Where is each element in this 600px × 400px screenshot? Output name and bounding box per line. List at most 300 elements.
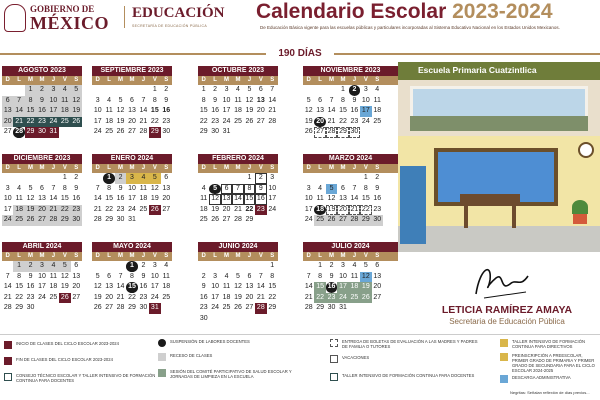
- day-cell: 1: [318, 262, 323, 269]
- day-cell: 12: [327, 195, 336, 203]
- day-cell: 24: [337, 293, 348, 304]
- day-cell: 13: [339, 195, 347, 203]
- legend-swatch: [330, 339, 338, 347]
- day-cell: 5: [28, 184, 33, 192]
- day-cell: 23: [26, 293, 35, 301]
- day-cell: 2: [25, 261, 36, 272]
- weekday-label: D: [95, 165, 100, 171]
- day-cell: [115, 85, 126, 96]
- day-cell: [103, 85, 114, 96]
- day-cell: 17: [150, 283, 159, 291]
- weekday-label: D: [5, 77, 10, 83]
- day-cell: 28: [304, 304, 313, 312]
- day-cell: 18: [13, 205, 24, 216]
- day-cell: 16: [139, 283, 148, 291]
- day-cell: [372, 303, 383, 314]
- day-cell: 4: [201, 184, 206, 192]
- day-cell: [92, 261, 103, 272]
- day-cell: 28: [349, 215, 360, 226]
- day-cell: [138, 215, 149, 226]
- day-cell: 6: [341, 184, 345, 192]
- day-cell: 2: [329, 262, 334, 269]
- day-cell: 2: [141, 262, 146, 269]
- weekday-label: J: [352, 77, 357, 83]
- day-cell: 2: [213, 86, 218, 93]
- gov-line2: MÉXICO: [30, 13, 109, 33]
- day-cell: 2: [74, 174, 79, 181]
- day-cell: 27: [3, 128, 12, 136]
- day-cell: 4: [224, 272, 229, 280]
- month-title: NOVIEMBRE 2023: [303, 66, 398, 76]
- day-cell: 25: [139, 205, 148, 213]
- day-cell: 10: [38, 272, 46, 280]
- day-cell: [326, 173, 337, 184]
- month-title: AGOSTO 2023: [2, 66, 82, 76]
- day-cell: 20: [314, 117, 325, 128]
- day-cell: 8: [318, 272, 323, 280]
- weekday-label: M: [39, 253, 45, 259]
- month-days: [92, 261, 172, 314]
- day-cell: [360, 127, 371, 138]
- day-cell: 21: [13, 117, 24, 128]
- day-cell: [149, 215, 160, 226]
- day-cell: 12: [360, 272, 371, 283]
- day-cell: 16: [36, 106, 47, 117]
- day-cell: 22: [268, 293, 277, 301]
- day-cell: 8: [270, 272, 275, 280]
- day-cell: 29: [105, 216, 114, 224]
- day-cell: 5: [95, 272, 100, 280]
- weekday-label: V: [363, 165, 368, 171]
- day-cell: 5: [247, 86, 252, 93]
- weekday-label: V: [258, 77, 263, 83]
- day-cell: 23: [71, 205, 82, 216]
- weekday-header: [92, 252, 172, 261]
- day-cell: 29: [245, 216, 254, 224]
- day-cell: 27: [314, 127, 325, 138]
- day-cell: 28: [3, 304, 12, 312]
- day-cell: 14: [350, 195, 359, 203]
- day-cell: 26: [149, 205, 160, 216]
- weekday-header: [198, 76, 278, 85]
- day-cell: 9: [255, 184, 266, 195]
- day-cell: 15: [244, 194, 255, 205]
- day-cell: [2, 173, 13, 184]
- day-cell: 16: [162, 107, 171, 115]
- footer-note: Negritas: Señalan reflexión de días previos...: [510, 390, 590, 395]
- weekday-label: J: [141, 165, 146, 171]
- day-cell: [92, 173, 103, 184]
- day-cell: 29: [15, 304, 24, 312]
- day-cell: 5: [306, 96, 311, 104]
- day-cell: 25: [234, 117, 242, 125]
- day-cell: 4: [138, 173, 149, 184]
- day-cell: 23: [116, 205, 125, 213]
- day-cell: 29: [59, 215, 70, 226]
- weekday-label: M: [224, 253, 230, 259]
- day-cell: 9: [36, 96, 47, 107]
- weekday-label: L: [213, 77, 217, 83]
- day-cell: 2: [115, 173, 126, 184]
- day-cell: 8: [341, 96, 345, 104]
- day-cell: 29: [316, 304, 325, 312]
- day-cell: 7: [5, 272, 10, 280]
- weekday-label: S: [270, 253, 275, 259]
- weekday-label: D: [5, 165, 10, 171]
- month-block: [303, 154, 398, 226]
- weekday-label: L: [213, 253, 217, 259]
- day-cell: 11: [316, 195, 324, 203]
- day-cell: [303, 261, 314, 272]
- day-cell: 14: [116, 283, 125, 291]
- day-cell: 1: [126, 261, 137, 272]
- day-cell: 9: [352, 96, 357, 104]
- day-cell: 12: [245, 96, 254, 104]
- day-cell: 16: [373, 195, 382, 203]
- weekday-header: [303, 164, 398, 173]
- day-cell: 9: [74, 184, 79, 192]
- day-cell: 16: [199, 293, 208, 301]
- day-cell: 15: [339, 107, 347, 115]
- day-cell: 30: [162, 128, 171, 136]
- day-cell: 4: [375, 86, 380, 93]
- legend-swatch: [330, 373, 338, 381]
- day-cell: 10: [93, 107, 102, 115]
- day-cell: 12: [93, 283, 102, 291]
- day-cell: 22: [59, 205, 70, 216]
- day-cell: 15: [150, 107, 159, 115]
- plant-icon: [572, 200, 588, 214]
- day-cell: 23: [373, 205, 382, 213]
- day-cell: 7: [306, 272, 311, 280]
- header-divider: [124, 6, 125, 28]
- day-cell: 17: [268, 195, 277, 203]
- day-cell: 31: [339, 304, 347, 312]
- weekday-label: M: [340, 253, 346, 259]
- day-cell: 4: [236, 86, 240, 93]
- day-cell: 19: [150, 195, 159, 203]
- day-cell: 26: [116, 128, 125, 136]
- days-count: 190 DÍAS: [266, 48, 334, 60]
- day-cell: 23: [36, 117, 47, 128]
- day-cell: 27: [337, 215, 348, 226]
- day-cell: 10: [150, 272, 159, 280]
- day-cell: 25: [373, 117, 382, 125]
- day-cell: 24: [361, 117, 370, 125]
- month-title: OCTUBRE 2023: [198, 66, 278, 76]
- day-cell: 11: [350, 272, 359, 280]
- legend-swatch: [500, 339, 508, 347]
- day-cell: [126, 85, 137, 96]
- day-cell: 26: [93, 304, 102, 312]
- weekday-label: D: [201, 165, 206, 171]
- month-days: [2, 261, 82, 314]
- day-cell: 30: [26, 304, 35, 312]
- day-cell: 27: [256, 117, 265, 125]
- month-title: SEPTIEMBRE 2023: [92, 66, 172, 76]
- month-days: [2, 85, 82, 138]
- day-cell: 12: [209, 194, 220, 205]
- signatory-name: LETICIA RAMÍREZ AMAYA: [441, 304, 573, 316]
- weekday-label: J: [141, 77, 146, 83]
- day-cell: 6: [74, 262, 79, 269]
- day-cell: 21: [256, 293, 265, 301]
- day-cell: 14: [268, 96, 277, 104]
- day-cell: 5: [236, 272, 240, 280]
- day-cell: 11: [234, 96, 242, 104]
- day-cell: [244, 261, 255, 272]
- weekday-label: M: [129, 77, 135, 83]
- day-cell: 28: [234, 216, 242, 224]
- day-cell: 13: [373, 272, 382, 280]
- day-cell: [198, 173, 209, 184]
- day-cell: [221, 173, 232, 184]
- day-cell: 10: [211, 283, 220, 291]
- legend-label: TALLER INTENSIVO DE FORMACIÓN CONTINUA PARA DOCENTES: [342, 373, 475, 378]
- day-cell: 20: [245, 293, 254, 301]
- day-cell: 5: [326, 184, 337, 195]
- day-cell: 23: [162, 117, 171, 125]
- day-cell: 28: [255, 303, 266, 314]
- legend-label: TALLER INTENSIVO DE FORMACIÓN CONTINUA PARA DIRECTIVOS: [512, 339, 585, 349]
- day-cell: 19: [60, 283, 69, 291]
- month-days: [303, 261, 398, 314]
- day-cell: 17: [304, 205, 313, 213]
- day-cell: 10: [128, 184, 136, 192]
- day-cell: [25, 173, 36, 184]
- day-cell: 18: [162, 283, 171, 291]
- weekday-label: L: [17, 77, 21, 83]
- day-cell: 2: [36, 85, 47, 96]
- weekday-label: L: [318, 253, 322, 259]
- legend-swatch: [4, 341, 12, 349]
- weekday-label: J: [141, 253, 146, 259]
- legend-swatch: [4, 357, 12, 365]
- day-cell: 20: [222, 205, 231, 213]
- day-cell: 12: [71, 96, 82, 107]
- day-cell: 19: [211, 205, 220, 213]
- day-cell: [244, 127, 255, 138]
- month-days: [198, 173, 278, 226]
- day-cell: 9: [118, 184, 123, 192]
- day-cell: 6: [2, 96, 13, 107]
- day-cell: 10: [48, 96, 59, 107]
- day-cell: 13: [38, 195, 46, 203]
- day-cell: [372, 127, 383, 138]
- month-block: [303, 242, 398, 314]
- day-cell: 3: [306, 184, 311, 192]
- day-cell: 18: [222, 293, 231, 301]
- day-cell: 20: [2, 117, 13, 128]
- weekday-label: M: [129, 165, 135, 171]
- day-cell: 6: [221, 184, 232, 195]
- day-cell: 16: [116, 195, 125, 203]
- day-cell: 29: [199, 128, 208, 136]
- day-cell: 1: [13, 261, 24, 272]
- desk-leg-left: [464, 206, 468, 228]
- day-cell: [303, 85, 314, 96]
- day-cell: [314, 173, 325, 184]
- day-cell: 16: [255, 194, 266, 205]
- day-cell: 28: [93, 216, 102, 224]
- day-cell: 14: [13, 106, 24, 117]
- month-days: [198, 261, 278, 325]
- day-cell: 20: [105, 293, 114, 301]
- day-cell: 16: [72, 195, 81, 203]
- day-cell: 5: [363, 262, 368, 269]
- month-block: [92, 66, 172, 138]
- weekday-header: [2, 252, 82, 261]
- day-cell: 16: [326, 282, 337, 293]
- day-cell: 23: [350, 117, 359, 125]
- weekday-label: J: [247, 253, 252, 259]
- weekday-label: V: [152, 77, 157, 83]
- day-cell: 21: [93, 205, 102, 213]
- day-cell: 28: [116, 304, 125, 312]
- day-cell: 5: [71, 85, 82, 96]
- day-cell: 25: [13, 215, 24, 226]
- day-cell: 20: [256, 107, 265, 115]
- day-cell: 16: [26, 283, 35, 291]
- day-cell: 4: [17, 184, 22, 192]
- day-cell: 26: [211, 216, 220, 224]
- day-cell: 15: [314, 282, 325, 293]
- day-cell: 1: [152, 86, 157, 93]
- day-cell: 13: [316, 107, 325, 115]
- day-cell: 19: [360, 282, 371, 293]
- day-cell: [232, 261, 243, 272]
- day-cell: 15: [105, 195, 114, 203]
- day-cell: 26: [234, 304, 242, 312]
- day-cell: 11: [49, 272, 58, 280]
- day-cell: 22: [314, 293, 325, 304]
- day-cell: 15: [361, 195, 370, 203]
- day-cell: 4: [48, 261, 59, 272]
- month-title: DICIEMBRE 2023: [2, 154, 82, 164]
- day-cell: [314, 85, 325, 96]
- weekday-label: J: [51, 253, 56, 259]
- day-cell: 18: [373, 107, 382, 115]
- day-cell: 21: [234, 205, 242, 213]
- day-cell: 3: [224, 86, 229, 93]
- legend-swatch: [330, 355, 338, 363]
- day-cell: 8: [130, 272, 134, 280]
- day-cell: 31: [128, 216, 136, 224]
- day-cell: 3: [48, 85, 59, 96]
- day-cell: [303, 173, 314, 184]
- day-cell: 5: [149, 173, 160, 184]
- month-title: MARZO 2024: [303, 154, 398, 164]
- day-cell: 29: [25, 127, 36, 138]
- header: [0, 0, 600, 36]
- day-cell: 2: [349, 85, 360, 96]
- legend-label: INICIO DE CLASES DEL CICLO ESCOLAR 2023-2024: [16, 341, 119, 346]
- weekday-label: M: [340, 77, 346, 83]
- day-cell: [221, 314, 232, 325]
- weekday-label: S: [74, 77, 79, 83]
- day-cell: [267, 215, 278, 226]
- day-cell: [161, 215, 172, 226]
- legend-swatch: [158, 339, 166, 347]
- month-title: ABRIL 2024: [2, 242, 82, 252]
- day-cell: 27: [36, 215, 47, 226]
- school-illustration: [398, 62, 600, 252]
- month-title: JUNIO 2024: [198, 242, 278, 252]
- day-cell: 22: [339, 117, 347, 125]
- weekday-label: M: [340, 165, 346, 171]
- legend-swatch: [500, 353, 508, 361]
- gov-line1: GOBIERNO DE: [30, 4, 95, 14]
- weekday-label: J: [247, 77, 252, 83]
- weekday-header: [198, 252, 278, 261]
- weekday-label: S: [270, 165, 275, 171]
- weekday-label: S: [74, 165, 79, 171]
- weekday-label: M: [39, 165, 45, 171]
- day-cell: 6: [258, 86, 263, 93]
- day-cell: 13: [72, 272, 81, 280]
- day-cell: 28: [13, 127, 24, 138]
- day-cell: 11: [139, 184, 148, 192]
- day-cell: 1: [25, 85, 36, 96]
- day-cell: 18: [349, 282, 360, 293]
- day-cell: 31: [222, 128, 231, 136]
- pot-graphic: [573, 214, 587, 224]
- day-cell: 27: [245, 304, 254, 312]
- day-cell: 21: [349, 205, 360, 216]
- day-cell: 12: [26, 195, 35, 203]
- day-cell: 14: [93, 195, 102, 203]
- school-name: Escuela Primaria Cuatzintlica: [418, 65, 537, 75]
- day-cell: 21: [327, 117, 336, 125]
- day-cell: 28: [326, 127, 337, 138]
- weekday-label: V: [258, 165, 263, 171]
- day-cell: 8: [152, 96, 157, 104]
- floor-graphic: [398, 226, 600, 252]
- day-cell: 17: [93, 117, 102, 125]
- weekday-label: M: [118, 77, 124, 83]
- day-cell: 7: [258, 272, 263, 280]
- page-title: [256, 0, 553, 24]
- day-cell: [103, 261, 114, 272]
- day-cell: [209, 173, 220, 184]
- day-cell: 11: [200, 195, 208, 203]
- day-cell: 3: [36, 261, 47, 272]
- day-cell: 8: [244, 184, 255, 195]
- month-days: [198, 85, 278, 138]
- day-cell: [360, 303, 371, 314]
- day-cell: [209, 261, 220, 272]
- day-cell: [92, 85, 103, 96]
- weekday-label: V: [152, 253, 157, 259]
- day-cell: 6: [40, 184, 44, 192]
- day-cell: 20: [337, 205, 348, 216]
- day-cell: 26: [304, 128, 313, 136]
- weekday-label: L: [318, 165, 322, 171]
- day-cell: 19: [245, 107, 254, 115]
- day-cell: 15: [268, 283, 277, 291]
- day-cell: 6: [375, 262, 380, 269]
- day-cell: [244, 314, 255, 325]
- month-title: ENERO 2024: [92, 154, 172, 164]
- day-cell: 23: [199, 304, 208, 312]
- day-cell: 25: [349, 293, 360, 304]
- weekday-header: [2, 76, 82, 85]
- day-cell: [232, 314, 243, 325]
- day-cell: 24: [222, 117, 231, 125]
- day-cell: 29: [360, 215, 371, 226]
- legend-label: PREINSCRIPCIÓN A PREESCOLAR, PRIMER GRADO DE PRIMARIA Y PRIMER GRADO DE SECUNDARIA PARA EL CICLO ESCOLAR 2024-2025: [512, 353, 595, 373]
- weekday-label: J: [51, 77, 56, 83]
